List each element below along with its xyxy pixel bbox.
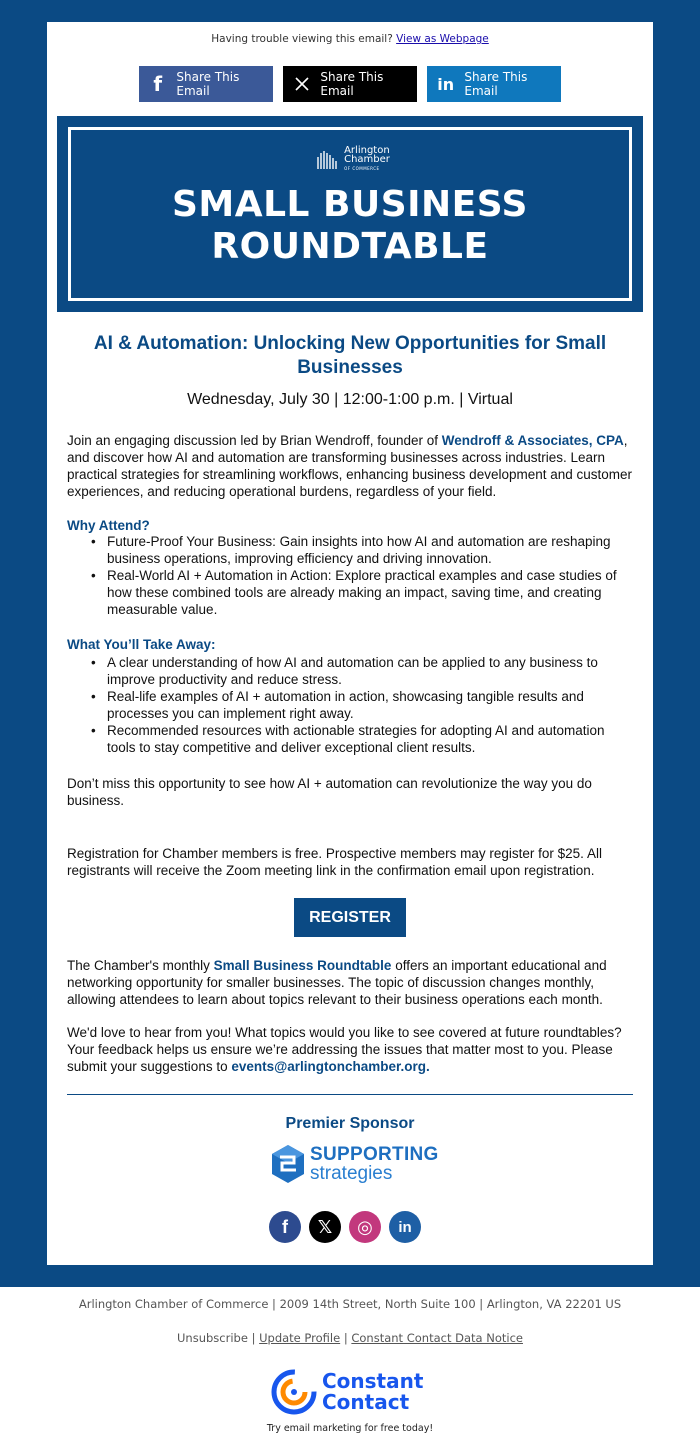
x-social-icon[interactable]: 𝕏 <box>309 1211 341 1243</box>
takeaway-heading: What You’ll Take Away: <box>67 637 216 652</box>
event-banner <box>57 116 643 312</box>
monthly-text-1: The Chamber's monthly <box>67 958 214 973</box>
constant-contact-logo[interactable] <box>270 1368 423 1416</box>
facebook-icon: f <box>153 72 163 96</box>
list-item: • Future-Proof Your Business: Gain insights into how AI and automation are reshaping business operations, improving efficiency and driving innovation. <box>67 533 633 567</box>
event-date: Wednesday, July 30 | 12:00-1:00 p.m. | Virtual <box>187 391 513 408</box>
instagram-social-icon[interactable]: ◎ <box>349 1211 381 1243</box>
view-online-bar <box>47 33 653 45</box>
share-bar <box>47 66 653 102</box>
trouble-text: Having trouble viewing this email? <box>211 33 393 45</box>
linkedin-icon: in <box>437 74 455 94</box>
feedback-paragraph <box>67 1024 633 1075</box>
email-card <box>47 22 653 1265</box>
sponsor-cube-icon <box>270 1143 306 1185</box>
list-item: • Real-life examples of AI + automation in action, showcasing tangible results and processes you can implement right away. <box>67 688 633 722</box>
view-as-webpage-link[interactable]: View as Webpage <box>396 33 489 45</box>
registration-paragraph: Registration for Chamber members is free. Prospective members may register for $25. All registrants will receive the Zoom meeting link in the confirmation email upon registration. <box>67 846 602 878</box>
cc-line1: Constant <box>322 1369 424 1393</box>
share-x-button[interactable] <box>283 66 417 102</box>
why-attend-list <box>67 533 633 618</box>
roundtable-link[interactable]: Small Business Roundtable <box>213 958 392 973</box>
chamber-logo-icon <box>316 149 340 171</box>
banner-title-line2: ROUNDTABLE <box>211 226 489 267</box>
cc-tagline[interactable]: Try email marketing for free today! <box>266 1423 434 1434</box>
separator: | <box>247 1331 260 1345</box>
data-notice-link[interactable]: Constant Contact Data Notice <box>351 1331 523 1345</box>
intro-text-2: , and discover how AI and automation are transforming businesses across industries. Learn practical strategies for streamlining workflows, enhancing business development and customer experiences, and reducing operational burdens, regardless of your field. <box>67 433 633 499</box>
x-icon <box>293 74 310 94</box>
cc-line2: Contact <box>322 1390 410 1414</box>
list-item: • Recommended resources with actionable strategies for adopting AI and automation tools to stay competitive and deliver exceptional client results. <box>67 722 633 756</box>
intro-text-1: Join an engaging discussion led by Brian Wendroff, founder of <box>67 433 442 448</box>
monthly-paragraph <box>67 957 633 1008</box>
feedback-text: We'd love to hear from you! What topics would you like to see covered at future roundtables? Your feedback helps us ensure we’re addressing the issues that matter most to you. Please submit your suggestions to <box>67 1025 622 1074</box>
share-linkedin-label: Share This Email <box>464 70 528 98</box>
intro-paragraph <box>67 432 633 500</box>
share-facebook-button[interactable] <box>139 66 273 102</box>
social-links <box>47 1211 653 1245</box>
sponsor-logo[interactable] <box>270 1142 439 1186</box>
unsubscribe-link[interactable]: Unsubscribe <box>177 1331 248 1345</box>
chamber-logo-line2: Chamber <box>344 154 390 165</box>
sponsor-name-line2: strategies <box>310 1163 393 1184</box>
sponsor-name-line1: SUPPORTING <box>310 1144 439 1165</box>
list-item: • A clear understanding of how AI and automation can be applied to any business to improve productivity and reduce stress. <box>67 654 633 688</box>
event-headline: AI & Automation: Unlocking New Opportunities for Small Businesses <box>93 333 607 378</box>
chamber-logo-line3: OF COMMERCE <box>344 166 380 171</box>
why-attend-heading: Why Attend? <box>67 518 150 533</box>
banner-title-line1: SMALL BUSINESS <box>172 184 528 225</box>
takeaway-list <box>67 654 633 756</box>
chamber-logo <box>71 146 635 173</box>
share-linkedin-button[interactable] <box>427 66 561 102</box>
linkedin-social-icon[interactable]: in <box>389 1211 421 1243</box>
separator: | <box>340 1331 352 1345</box>
divider <box>67 1094 633 1095</box>
footer-address: Arlington Chamber of Commerce | 2009 14th Street, North Suite 100 | Arlington, VA 22201 US <box>78 1297 622 1311</box>
sponsor-heading: Premier Sponsor <box>285 1115 415 1132</box>
list-item: • Real-World AI + Automation in Action: Explore practical examples and case studies of how these combined tools are already making an impact, saving time, and creating measurable value. <box>67 567 633 618</box>
update-profile-link[interactable]: Update Profile <box>259 1331 341 1345</box>
events-email-link[interactable]: events@arlingtonchamber.org. <box>231 1059 430 1074</box>
share-facebook-label: Share This Email <box>176 70 240 98</box>
share-x-label: Share This Email <box>320 70 384 98</box>
banner-frame <box>68 127 632 301</box>
firm-link[interactable]: Wendroff & Associates, CPA <box>441 433 624 448</box>
register-button[interactable]: REGISTER <box>294 898 406 937</box>
facebook-social-icon[interactable]: f <box>269 1211 301 1243</box>
dont-miss-paragraph: Don’t miss this opportunity to see how AI + automation can revolutionize the way you do business. <box>67 776 592 808</box>
banner-title <box>71 184 629 268</box>
footer-links <box>0 1331 700 1345</box>
monthly-text-2: offers an important educational and networking opportunity for smaller businesses. The topic of discussion changes monthly, allowing attendees to learn about topics relevant to their business operations each month. <box>67 958 607 1007</box>
constant-contact-icon <box>270 1368 318 1416</box>
chamber-logo-line1: Arlington <box>344 145 390 156</box>
